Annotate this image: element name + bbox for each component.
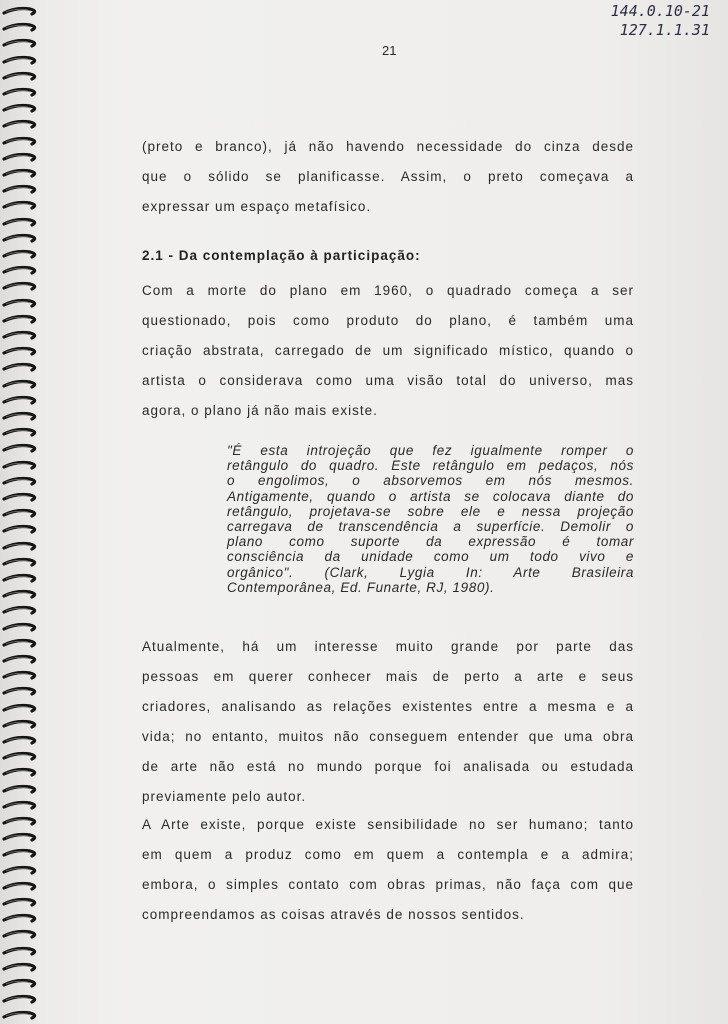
binding-coil	[2, 298, 38, 308]
binding-coil	[2, 816, 38, 826]
binding-coil	[2, 605, 38, 615]
binding-coil	[2, 346, 38, 356]
binding-coil	[2, 913, 38, 923]
binding-coil	[2, 152, 38, 162]
text-line: pessoas em querer conhecer mais de perto a arte e seus	[142, 669, 634, 684]
binding-coil	[2, 557, 38, 567]
binding-coil	[2, 362, 38, 372]
binding-coil	[2, 476, 38, 486]
text-line: de arte não está no mundo porque foi analisada ou estudada	[142, 759, 634, 774]
text-line: expressar um espaço metafísico.	[142, 199, 372, 214]
spiral-binding	[0, 0, 40, 1024]
binding-coil	[2, 654, 38, 664]
binding-coil	[2, 427, 38, 437]
binding-coil	[2, 508, 38, 518]
text-line: previamente pelo autor.	[142, 789, 307, 804]
paragraph-3	[142, 632, 634, 812]
handwritten-note-line-2: 127.1.1.31	[619, 21, 710, 39]
binding-coil	[2, 103, 38, 113]
binding-coil	[2, 1010, 38, 1020]
binding-coil	[2, 460, 38, 470]
binding-coil	[2, 136, 38, 146]
binding-coil	[2, 38, 38, 48]
text-line: que o sólido se planificasse. Assim, o preto começava a	[142, 169, 634, 184]
text-line: questionado, pois como produto do plano, é também uma	[142, 313, 634, 328]
quote-line: Contemporânea, Ed. Funarte, RJ, 1980).	[227, 579, 495, 595]
quote-line: o engolimos, o absorvemos em nós mesmos.	[227, 473, 634, 489]
binding-coil	[2, 832, 38, 842]
binding-coil	[2, 411, 38, 421]
quote-line: orgânico". (Clark, Lygia In: Arte Brasileira	[227, 564, 634, 580]
quote-line: consciência da unidade como um todo vivo e	[227, 549, 634, 565]
binding-coil	[2, 314, 38, 324]
binding-coil	[2, 994, 38, 1004]
binding-coil	[2, 379, 38, 389]
binding-coil	[2, 946, 38, 956]
binding-coil	[2, 686, 38, 696]
binding-coil	[2, 87, 38, 97]
text-line: criação abstrata, carregado de um significado místico, quando o	[142, 343, 634, 358]
binding-coil	[2, 281, 38, 291]
binding-coil	[2, 200, 38, 210]
binding-coil	[2, 395, 38, 405]
page-number: 21	[382, 43, 397, 58]
binding-coil	[2, 330, 38, 340]
text-line: em quem a produz como em quem a contempla e a admira;	[142, 847, 634, 862]
binding-coil	[2, 249, 38, 259]
binding-coil	[2, 784, 38, 794]
binding-coil	[2, 638, 38, 648]
handwritten-note-line-1: 144.0.10-21	[610, 2, 710, 20]
paragraph-4	[142, 810, 634, 930]
binding-coil	[2, 541, 38, 551]
binding-coil	[2, 168, 38, 178]
binding-coil	[2, 265, 38, 275]
binding-coil	[2, 881, 38, 891]
text-line: (preto e branco), já não havendo necessidade do cinza desde	[142, 139, 634, 154]
quote-line: "É esta introjeção que fez igualmente romper o	[227, 443, 634, 458]
binding-coil	[2, 184, 38, 194]
binding-coil	[2, 22, 38, 32]
binding-coil	[2, 767, 38, 777]
text-line: criadores, analisando as relações existentes entre a mesma e a	[142, 699, 634, 714]
text-line: agora, o plano já não mais existe.	[142, 403, 378, 418]
binding-coil	[2, 703, 38, 713]
binding-coil	[2, 962, 38, 972]
quote-line: retângulo do quadro. Este retângulo em pedaços, nós	[227, 458, 634, 474]
quote-line: carregava de transcendência a superfície. Demolir o	[227, 518, 634, 534]
block-quote	[227, 443, 634, 595]
text-line: Atualmente, há um interesse muito grande por parte das	[142, 639, 634, 654]
binding-coil	[2, 573, 38, 583]
text-line: A Arte existe, porque existe sensibilidade no ser humano; tanto	[142, 817, 634, 832]
handwritten-note	[611, 2, 710, 40]
binding-coil	[2, 719, 38, 729]
quote-line: retângulo, projetava-se sobre ele e nessa projeção	[227, 503, 634, 519]
binding-coil	[2, 589, 38, 599]
text-line: compreendamos as coisas através de nossos sentidos.	[142, 907, 525, 922]
binding-coil	[2, 55, 38, 65]
binding-coil	[2, 524, 38, 534]
binding-coil	[2, 670, 38, 680]
quote-line: plano como suporte da expressão é tomar	[227, 534, 634, 550]
binding-coil	[2, 492, 38, 502]
binding-coil	[2, 217, 38, 227]
binding-coil	[2, 71, 38, 81]
binding-coil	[2, 443, 38, 453]
binding-coil	[2, 865, 38, 875]
section-heading: 2.1 - Da contemplação à participação:	[142, 248, 421, 263]
binding-coil	[2, 622, 38, 632]
text-line: Com a morte do plano em 1960, o quadrado começa a ser	[142, 283, 634, 298]
binding-coil	[2, 929, 38, 939]
text-line: artista o considerava como uma visão total do universo, mas	[142, 373, 634, 388]
binding-coil	[2, 119, 38, 129]
binding-coil	[2, 751, 38, 761]
binding-coil	[2, 800, 38, 810]
text-line: embora, o simples contato com obras primas, não faça com que	[142, 877, 634, 892]
binding-coil	[2, 897, 38, 907]
binding-coil	[2, 233, 38, 243]
binding-coil	[2, 6, 38, 16]
quote-line: Antigamente, quando o artista se colocava diante do	[227, 488, 634, 504]
text-line: vida; no entanto, muitos não conseguem entender que uma obra	[142, 729, 634, 744]
binding-coil	[2, 978, 38, 988]
binding-coil	[2, 848, 38, 858]
binding-coil	[2, 735, 38, 745]
paragraph-2	[142, 276, 634, 426]
paragraph-1	[142, 132, 634, 222]
